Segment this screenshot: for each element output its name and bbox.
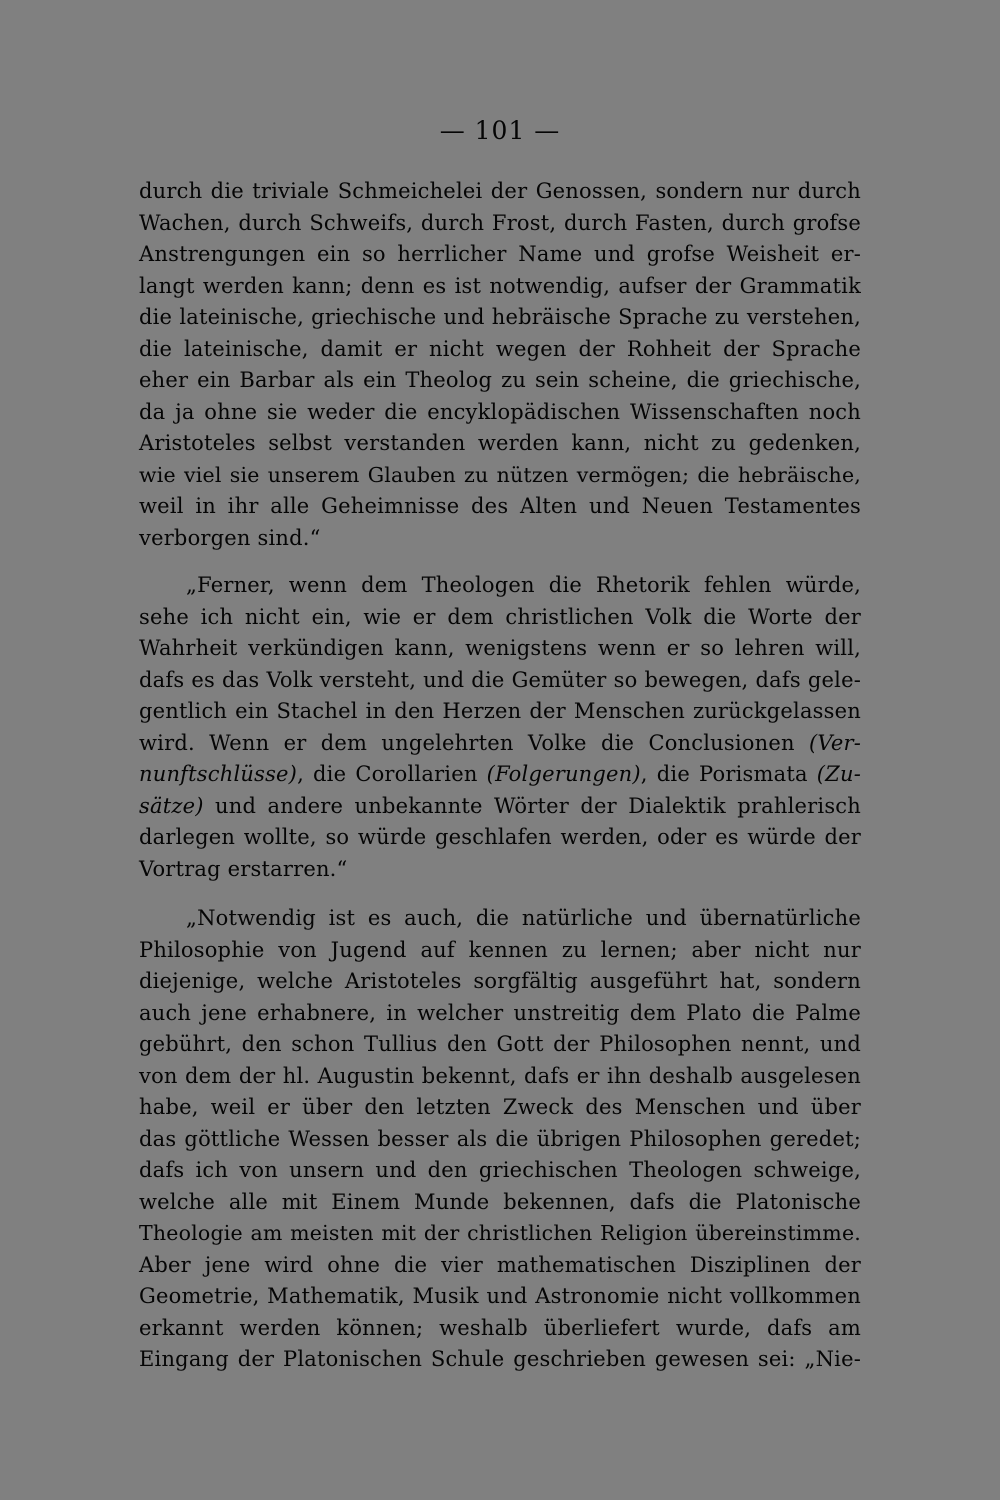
- text-line: „Notwendig ist es auch, die natürliche und übernatürliche: [186, 906, 861, 930]
- text-line: Theologie am meisten mit der christlichen Religion übereinstimme.: [139, 1221, 861, 1245]
- text-line: die lateinische, damit er nicht wegen der Rohheit der Sprache: [139, 336, 861, 361]
- text-line: weil in ihr alle Geheimnisse des Alten und Neuen Testamentes: [139, 494, 861, 518]
- text-line: erkannt werden können; weshalb überliefert wurde, dafs am: [139, 1315, 861, 1340]
- text-line: auch jene erhabnere, in welcher unstreitig dem Plato die Palme: [139, 1000, 861, 1025]
- text-line: Philosophie von Jugend auf kennen zu lernen; aber nicht nur: [139, 937, 861, 962]
- text-line: Aristoteles selbst verstanden werden kann, nicht zu gedenken,: [139, 431, 861, 455]
- text-line: wie viel sie unserem Glauben zu nützen vermögen; die hebräische,: [139, 462, 861, 487]
- text-line: Wachen, durch Schweifs, durch Frost, durch Fasten, durch grofse: [139, 210, 861, 235]
- paragraph-3: [139, 903, 861, 1376]
- italic-gloss: nunftschlüsse): [139, 762, 298, 786]
- text-line: sätze) und andere unbekannte Wörter der Dialektik prahlerisch: [139, 793, 861, 818]
- paragraph-1: [139, 176, 861, 554]
- text-line: verborgen sind.“: [139, 525, 321, 550]
- italic-gloss: (Zu-: [816, 762, 861, 786]
- italic-gloss: (Ver-: [809, 730, 861, 755]
- text-line: da ja ohne sie weder die encyklopädischen Wissenschaften noch: [139, 399, 861, 424]
- text-line: dafs es das Volk versteht, und die Gemüter so bewegen, dafs gele-: [139, 667, 861, 692]
- italic-gloss: sätze): [139, 793, 204, 818]
- text-line: gentlich ein Stachel in den Herzen der Menschen zurückgelassen: [139, 699, 861, 723]
- text-line: welche alle mit Einem Munde bekennen, dafs die Platonische: [139, 1189, 861, 1214]
- text-line: darlegen wollte, so würde geschlafen werden, oder es würde der: [139, 825, 861, 849]
- text-line: nunftschlüsse), die Corollarien (Folgerungen), die Porismata (Zu-: [139, 762, 861, 786]
- text-line: gebührt, den schon Tullius den Gott der Philosophen nennt, und: [139, 1032, 861, 1056]
- page-number: — 101 —: [439, 116, 561, 145]
- text-line: diejenige, welche Aristoteles sorgfältig ausgeführt hat, sondern: [139, 969, 861, 993]
- text-line: dafs ich von unsern und den griechischen Theologen schweige,: [139, 1158, 861, 1182]
- text-line: eher ein Barbar als ein Theolog zu sein scheine, die griechische,: [139, 368, 861, 392]
- text-line: die lateinische, griechische und hebräische Sprache zu verstehen,: [139, 305, 861, 329]
- paragraph-2: [139, 570, 861, 885]
- text-line: von dem der hl. Augustin bekennt, dafs er ihn deshalb ausgelesen: [139, 1063, 861, 1088]
- text-line: wird. Wenn er dem ungelehrten Volke die Conclusionen (Ver-: [139, 730, 861, 755]
- italic-gloss: (Folgerungen): [486, 762, 641, 786]
- text-line: Wahrheit verkündigen kann, wenigstens wenn er so lehren will,: [139, 636, 861, 660]
- text-line: Eingang der Platonischen Schule geschrieben gewesen sei: „Nie-: [139, 1347, 861, 1371]
- text-line: langt werden kann; denn es ist notwendig, aufser der Grammatik: [139, 273, 861, 298]
- text-line: sehe ich nicht ein, wie er dem christlichen Volk die Worte der: [139, 604, 861, 629]
- text-line: habe, weil er über den letzten Zweck des Menschen und über: [139, 1095, 861, 1119]
- text-line: durch die triviale Schmeichelei der Genossen, sondern nur durch: [139, 179, 861, 203]
- text-line: Anstrengungen ein so herrlicher Name und grofse Weisheit er-: [139, 242, 861, 266]
- text-line: das göttliche Wessen besser als die übrigen Philosophen geredet;: [139, 1126, 861, 1151]
- text-line: Aber jene wird ohne die vier mathematischen Disziplinen der: [139, 1252, 861, 1277]
- text-line: „Ferner, wenn dem Theologen die Rhetorik fehlen würde,: [186, 573, 861, 597]
- text-line: Geometrie, Mathematik, Musik und Astronomie nicht vollkommen: [139, 1284, 861, 1308]
- text-line: Vortrag erstarren.“: [139, 856, 348, 881]
